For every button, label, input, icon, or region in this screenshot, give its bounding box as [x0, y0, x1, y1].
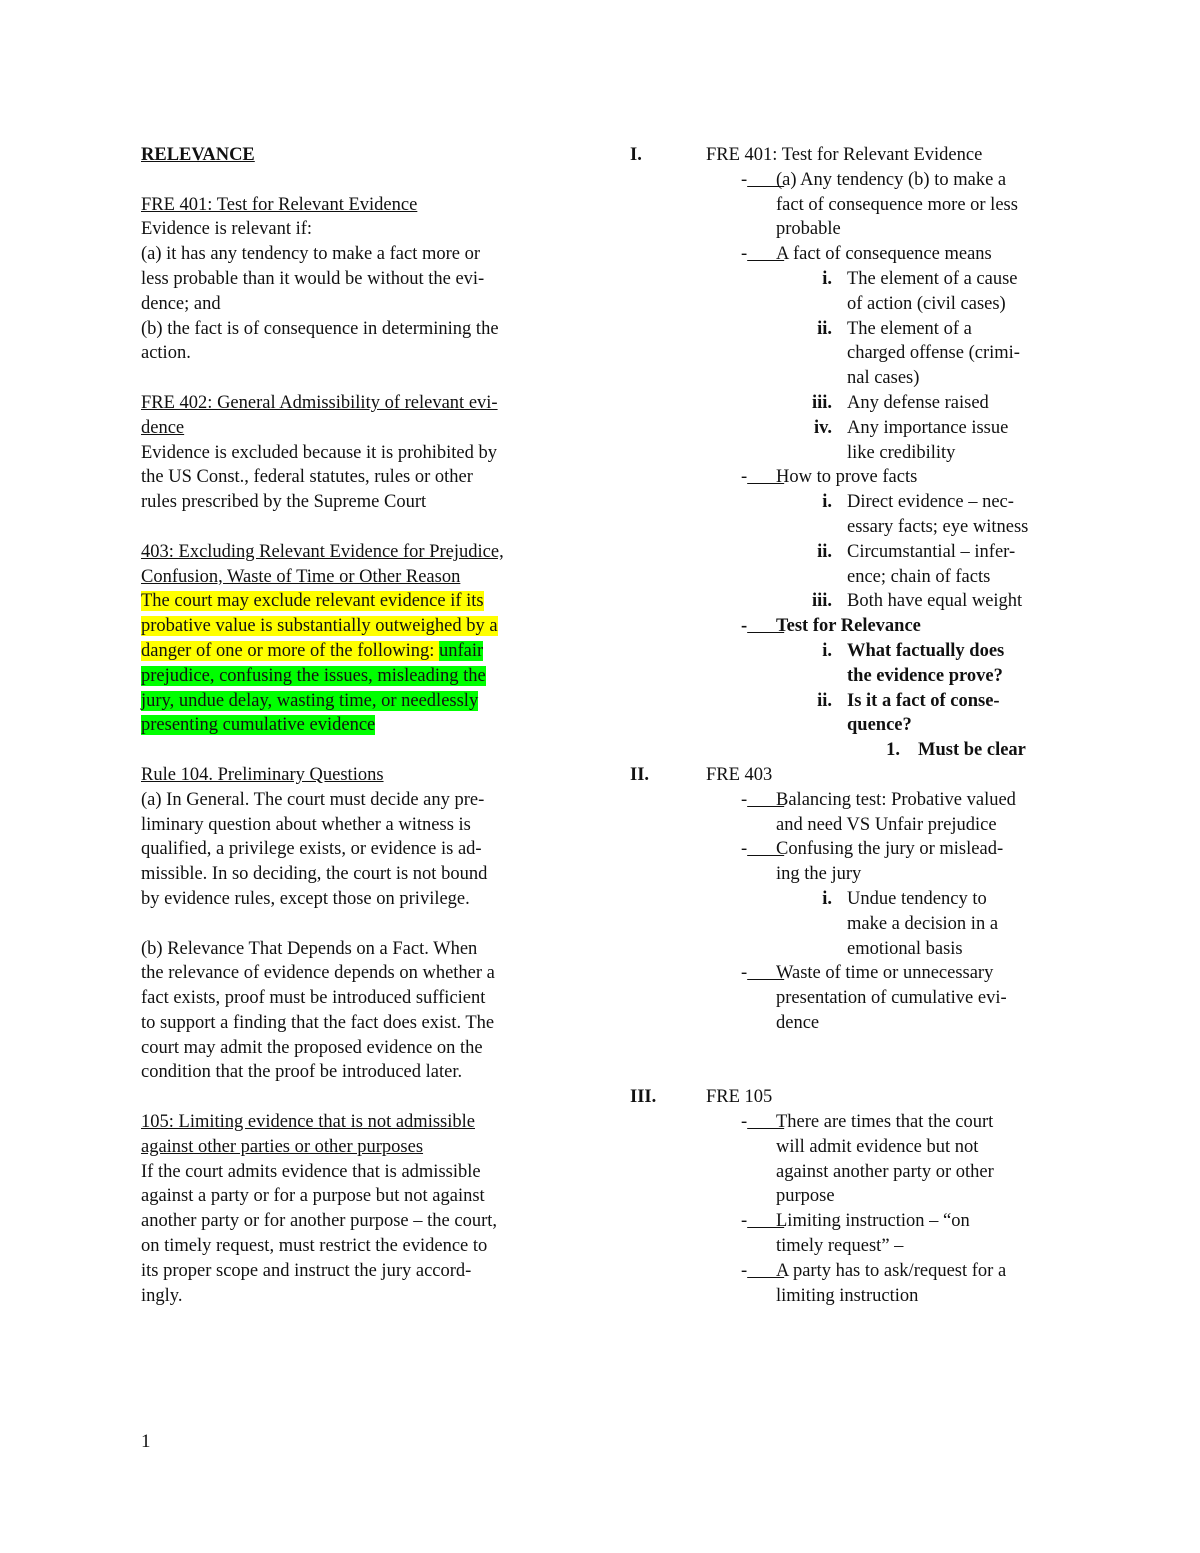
outline-heading: FRE 403 — [706, 764, 773, 785]
outline-heading: FRE 401: Test for Relevant Evidence — [706, 145, 983, 165]
rule104-heading: Rule 104. Preliminary Questions — [141, 764, 384, 785]
fre402-line: the US Const., federal statutes, rules or other — [141, 467, 473, 488]
outline-subsubitem: Must be clear — [918, 740, 1026, 761]
outline-text: emotional basis — [847, 938, 963, 959]
outline-number: II. — [630, 764, 650, 785]
outline-text — [747, 467, 784, 487]
outline-point: Balancing test: Probative valued — [776, 789, 1016, 810]
rule105-line: If the court admits evidence that is admissible — [141, 1161, 481, 1182]
outline-text: purpose — [776, 1186, 835, 1207]
dash-marker — [741, 614, 784, 639]
outline-number: i. — [822, 268, 832, 289]
outline-text: - — [741, 1112, 748, 1133]
rule105-line: another party or for another purpose – the court, — [141, 1211, 497, 1232]
right-column-outline — [630, 143, 1070, 1308]
outline-text: presentation of cumulative evi- — [776, 988, 1007, 1009]
fre402-line: rules prescribed by the Supreme Court — [141, 492, 427, 513]
rule104-line: qualified, a privilege exists, or evidence is ad- — [141, 839, 482, 860]
outline-text — [747, 616, 784, 636]
outline-text — [747, 1112, 784, 1132]
outline-number: ii. — [817, 690, 832, 711]
rule104-line: condition that the proof be introduced later. — [141, 1062, 463, 1083]
fre403-heading: Confusion, Waste of Time or Other Reason — [141, 566, 461, 587]
rule105-heading: against other parties or other purposes — [141, 1136, 424, 1157]
outline-subitem: The element of a — [847, 318, 972, 339]
highlight-green: prejudice, confusing the issues, misleading the — [141, 665, 486, 686]
outline-text: charged offense (crimi- — [847, 343, 1020, 364]
fre401-line: Evidence is relevant if: — [141, 219, 313, 240]
dash-marker — [741, 465, 784, 490]
rule104-line: to support a finding that the fact does exist. The — [141, 1012, 495, 1033]
dash-marker — [741, 837, 784, 862]
outline-point-cont: fact of consequence more or less — [776, 194, 1018, 215]
outline-number: III. — [630, 1087, 657, 1108]
highlight-yellow: The court may exclude relevant evidence if its — [141, 591, 484, 612]
outline-number: i. — [822, 640, 832, 661]
fre401-line: action. — [141, 343, 191, 364]
page-number: 1 — [141, 1431, 151, 1452]
outline-text: - — [741, 1260, 748, 1281]
fre401-heading: FRE 401: Test for Relevant Evidence — [141, 194, 418, 215]
outline-text: - — [741, 244, 748, 265]
outline-text — [747, 170, 784, 190]
outline-subitem: What factually does — [847, 640, 1005, 661]
outline-text: and need VS Unfair prejudice — [776, 814, 997, 835]
dash-marker — [741, 1259, 784, 1284]
rule104-line: court may admit the proposed evidence on the — [141, 1037, 483, 1058]
outline-number: iv. — [814, 417, 832, 438]
dash-marker — [741, 1209, 784, 1234]
outline-text: of action (civil cases) — [847, 293, 1006, 314]
outline-text: - — [741, 616, 748, 637]
outline-point: Confusing the jury or mislead- — [776, 839, 1004, 860]
fre402-heading: dence — [141, 417, 185, 438]
rule104-line: fact exists, proof must be introduced sufficient — [141, 988, 486, 1009]
rule104-line: liminary question about whether a witness is — [141, 814, 471, 835]
fre403-heading: 403: Excluding Relevant Evidence for Prejudice, — [141, 541, 504, 562]
highlight-yellow: probative value is substantially outweighed by a — [141, 616, 498, 637]
outline-text: quence? — [847, 715, 912, 736]
outline-text: - — [741, 839, 748, 860]
outline-text: - — [741, 169, 748, 190]
outline-text: ing the jury — [776, 864, 862, 885]
fre401-line: less probable than it would be without the evi- — [141, 268, 485, 289]
dash-marker — [741, 168, 784, 193]
outline-point: A party has to ask/request for a — [776, 1260, 1007, 1281]
dash-marker — [741, 242, 784, 267]
outline-number: iii. — [811, 392, 832, 413]
outline-text — [747, 790, 784, 810]
rule104-line: by evidence rules, except those on privilege. — [141, 888, 470, 909]
outline-subitem: Both have equal weight — [847, 591, 1023, 612]
outline-text: make a decision in a — [847, 913, 999, 934]
outline-text: ence; chain of facts — [847, 566, 991, 587]
rule105-line: on timely request, must restrict the evidence to — [141, 1236, 488, 1257]
dash-marker — [741, 788, 784, 813]
outline-text: like credibility — [847, 442, 956, 463]
rule104-line: (a) In General. The court must decide any pre- — [141, 789, 485, 810]
outline-point: Limiting instruction – “on — [776, 1211, 970, 1232]
fre401-line: dence; and — [141, 293, 221, 314]
section-title: RELEVANCE — [141, 145, 255, 165]
rule104-line: missible. In so deciding, the court is not bound — [141, 864, 488, 885]
outline-number: i. — [822, 888, 832, 909]
outline-heading: FRE 105 — [706, 1087, 773, 1108]
outline-text: limiting instruction — [776, 1285, 919, 1306]
outline-text: essary facts; eye witness — [847, 516, 1029, 537]
outline-subitem: Any defense raised — [847, 392, 989, 413]
outline-subitem: Any importance issue — [847, 417, 1009, 438]
highlight-yellow: danger of one or more of the following: — [141, 640, 439, 661]
outline-text: - — [741, 963, 748, 984]
outline-text: - — [741, 467, 748, 488]
outline-text — [747, 1211, 784, 1231]
outline-text: - — [741, 789, 748, 810]
rule104-line: the relevance of evidence depends on whether a — [141, 963, 495, 984]
fre402-line: Evidence is excluded because it is prohibited by — [141, 442, 498, 463]
outline-text — [747, 244, 784, 264]
rule104-line: (b) Relevance That Depends on a Fact. When — [141, 938, 478, 959]
outline-subitem: Undue tendency to — [847, 888, 987, 909]
outline-number: ii. — [817, 541, 832, 562]
rule105-heading: 105: Limiting evidence that is not admissible — [141, 1112, 475, 1133]
outline-text — [747, 1261, 784, 1281]
fre401-line: (b) the fact is of consequence in determining the — [141, 318, 499, 339]
outline-point: A fact of consequence means — [776, 244, 992, 265]
dash-marker — [741, 961, 784, 986]
outline-number: iii. — [811, 591, 832, 612]
rule105-line: ingly. — [141, 1285, 183, 1306]
outline-text: dence — [776, 1012, 820, 1033]
outline-text: - — [741, 1211, 748, 1232]
outline-number: ii. — [817, 318, 832, 339]
outline-text — [747, 839, 784, 859]
outline-text: against another party or other — [776, 1161, 994, 1182]
outline-subitem: Circumstantial – infer- — [847, 541, 1016, 562]
outline-point-cont: probable — [776, 219, 841, 240]
outline-subitem: Is it a fact of conse- — [847, 690, 1000, 711]
outline-text: nal cases) — [847, 368, 920, 389]
outline-point: There are times that the court — [776, 1112, 994, 1133]
outline-point: (a) Any tendency (b) to make a — [776, 169, 1007, 190]
outline-number: I. — [630, 145, 642, 165]
rule105-line: against a party or for a purpose but not against — [141, 1186, 485, 1207]
rule105-line: its proper scope and instruct the jury accord- — [141, 1260, 472, 1281]
fre402-heading: FRE 402: General Admissibility of relevant evi- — [141, 392, 498, 413]
highlight-green: unfair — [438, 640, 484, 661]
outline-number: i. — [822, 492, 832, 513]
highlight-green: jury, undue delay, wasting time, or needlessly — [141, 690, 479, 711]
fre401-line: (a) it has any tendency to make a fact more or — [141, 244, 481, 265]
outline-text: the evidence prove? — [847, 665, 1003, 686]
outline-text: will admit evidence but not — [776, 1136, 979, 1157]
outline-subitem: The element of a cause — [847, 268, 1018, 289]
outline-subitem: Direct evidence – nec- — [847, 492, 1014, 513]
outline-number: 1. — [886, 740, 900, 761]
outline-text — [747, 963, 784, 983]
dash-marker — [741, 1110, 784, 1135]
outline-point: Waste of time or unnecessary — [776, 963, 994, 984]
outline-text: timely request” – — [776, 1236, 904, 1257]
left-column — [141, 143, 571, 1308]
highlight-green: presenting cumulative evidence — [141, 715, 376, 736]
outline-point-bold: Test for Relevance — [776, 616, 921, 637]
outline-point: How to prove facts — [776, 467, 918, 488]
